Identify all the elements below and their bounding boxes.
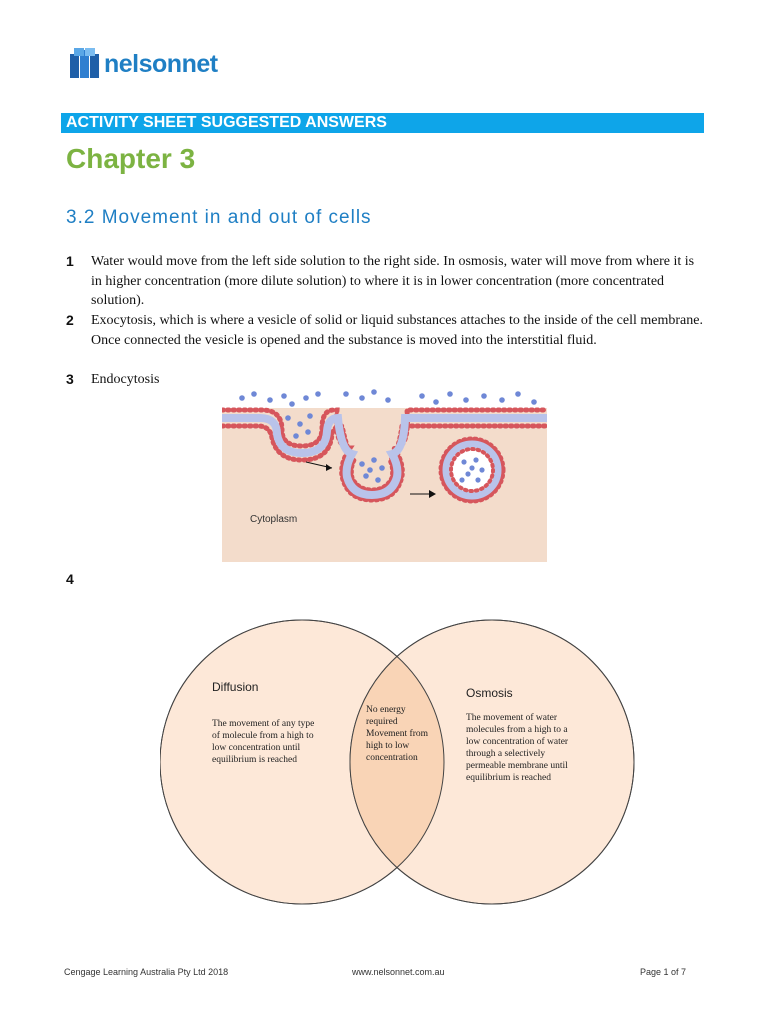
diffusion-text: The movement of any type of molecule from a high to low concentration until equilibrium is reached	[212, 719, 315, 765]
chapter-title: Chapter 3	[66, 143, 196, 174]
osmosis-title: Osmosis	[466, 686, 513, 700]
answer-item	[66, 370, 706, 390]
answer-text: Endocytosis	[91, 372, 160, 387]
venn-diagram	[160, 612, 636, 912]
nelsonnet-logo-icon	[68, 46, 102, 82]
answer-item	[66, 311, 706, 350]
nelsonnet-logo	[68, 46, 258, 86]
endocytosis-diagram	[222, 388, 547, 562]
activity-banner: ACTIVITY SHEET SUGGESTED ANSWERS	[61, 113, 704, 133]
answer-text: Water would move from the left side solution to the right side. In osmosis, water will move from where it is in higher concentration (more dilute solution) to where it is in lower concentration (more concentrated solution).	[91, 254, 695, 308]
logo-text: nelsonnet	[104, 50, 218, 78]
answer-number: 3	[66, 371, 74, 387]
answer-text: Exocytosis, which is where a vesicle of solid or liquid substances attaches to the inside of the cell membrane. Once connected the vesicle is opened and the substance is moved into the interstitial fluid.	[91, 313, 703, 348]
diffusion-title: Diffusion	[212, 680, 259, 694]
answer-number: 2	[66, 312, 74, 328]
osmosis-text: The movement of water molecules from a high to a low concentration of water through a selectively permeable membrane until equilibrium is reached	[466, 713, 569, 783]
answer-number: 4	[66, 571, 74, 587]
footer-copyright: Cengage Learning Australia Pty Ltd 2018	[64, 967, 229, 977]
footer-page-number: Page 1 of 7	[640, 967, 687, 977]
answer-number: 1	[66, 253, 74, 269]
footer-url[interactable]: www.nelsonnet.com.au	[352, 967, 445, 977]
answer-item	[66, 252, 706, 311]
cytoplasm-label: Cytoplasm	[250, 514, 298, 525]
overlap-text: No energy required Movement from high to low concentration	[366, 705, 429, 763]
section-title: 3.2 Movement in and out of cells	[66, 207, 372, 228]
